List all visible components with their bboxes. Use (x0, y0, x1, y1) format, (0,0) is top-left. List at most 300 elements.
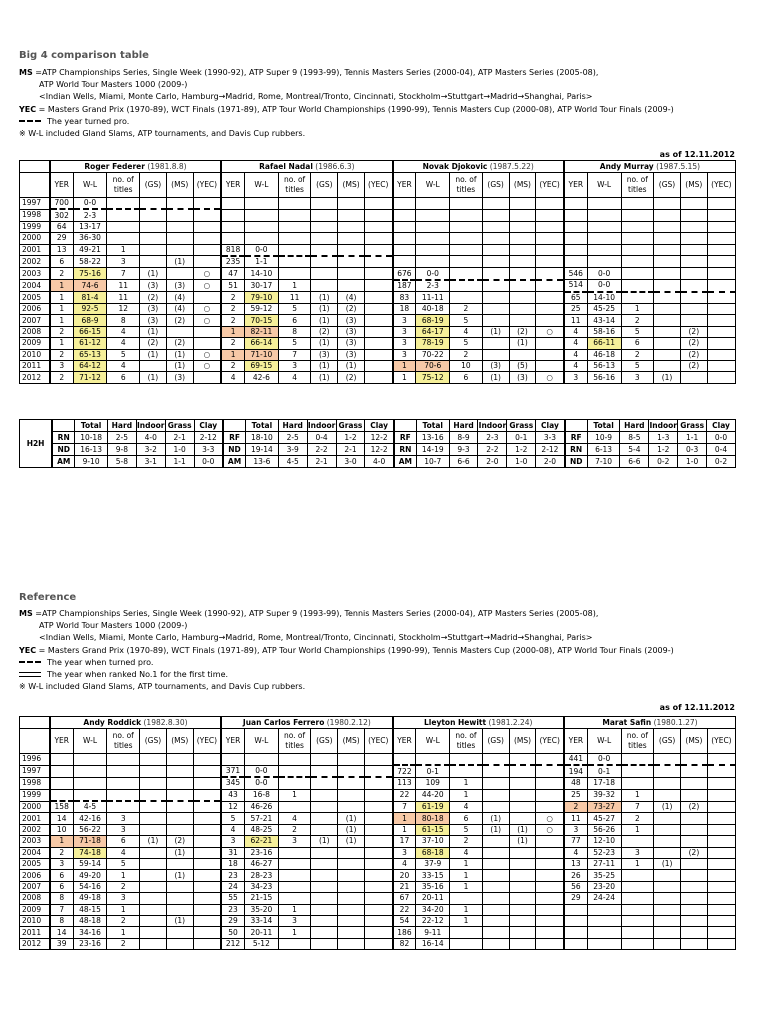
ms-cell (681, 765, 708, 777)
reference-table (19, 716, 736, 950)
player-name: Rafael Nadal (259, 161, 313, 171)
gs-cell (311, 754, 338, 766)
gs-cell: (1) (482, 326, 509, 337)
rank-cell: 1 (221, 349, 244, 360)
ms-cell (338, 221, 365, 232)
titles-cell (450, 209, 483, 221)
h2h-opponent: AM (223, 456, 246, 468)
rank-cell: 25 (564, 789, 587, 801)
ms-header: (MS) (166, 729, 193, 754)
yec-cell (365, 836, 393, 847)
titles-header: no. of titles (107, 729, 140, 754)
wl-header: W-L (416, 729, 450, 754)
gs-cell (654, 198, 681, 210)
titles-cell (278, 765, 311, 777)
wl-header: W-L (244, 173, 278, 198)
wl-cell: 70-6 (416, 360, 450, 371)
dashed-line-icon (19, 120, 41, 122)
yec-header: (YEC) (707, 729, 735, 754)
gs-cell (654, 938, 681, 949)
ms-cell: (2) (680, 360, 707, 371)
gs-cell: (2) (311, 326, 338, 337)
h2h-value: 1-0 (165, 444, 194, 456)
wl-cell: 71-12 (73, 372, 107, 383)
titles-cell (621, 938, 654, 949)
gs-header: (GS) (140, 729, 167, 754)
rank-cell: 13 (564, 859, 587, 870)
wl-cell: 69-15 (244, 360, 278, 371)
ms-header: (MS) (338, 173, 365, 198)
big4-title: Big 4 comparison table (19, 50, 149, 61)
year-cell: 1999 (20, 789, 50, 801)
gs-cell (482, 893, 509, 904)
gs-cell (311, 198, 338, 210)
titles-cell: 4 (450, 801, 483, 813)
yec-cell (707, 870, 735, 881)
gs-cell (140, 360, 167, 371)
ms-cell (166, 209, 193, 221)
yec-cell (536, 915, 564, 926)
ms-text: =ATP Championships Series, Single Week (1990-92), ATP Super 9 (1993-99), Tennis Masters Series (2000-04), ATP Masters Series (2005-08), (32, 68, 599, 77)
titles-cell (278, 847, 311, 858)
wl-cell: 71-10 (244, 349, 278, 360)
yer-header: YER (50, 729, 73, 754)
wl-cell: 92-5 (73, 304, 107, 315)
titles-cell (278, 893, 311, 904)
ms-cell (509, 893, 536, 904)
yec-cell (707, 349, 735, 360)
titles-cell: 6 (107, 372, 140, 383)
wl-cell (416, 256, 450, 268)
yec-cell (536, 847, 564, 858)
rank-cell: 43 (221, 789, 244, 801)
titles-cell: 2 (450, 349, 483, 360)
wl-cell: 34-16 (73, 927, 107, 938)
wl-cell: 27-11 (587, 859, 621, 870)
wl-header: W-L (587, 729, 621, 754)
rank-cell: 1 (393, 360, 416, 371)
wl-cell: 82-11 (244, 326, 278, 337)
gs-cell (140, 221, 167, 232)
ms-cell (338, 198, 365, 210)
wl-cell: 46-26 (244, 801, 278, 813)
gs-cell (654, 904, 681, 915)
ms-cell: (2) (681, 847, 708, 858)
wl-cell: 59-14 (73, 859, 107, 870)
wl-cell: 1-1 (244, 256, 278, 268)
rank-cell: 2 (50, 372, 73, 383)
gs-cell (311, 280, 338, 292)
rank-cell: 4 (564, 360, 587, 371)
h2h-value: 16-13 (75, 444, 108, 456)
wl-cell: 24-24 (587, 893, 621, 904)
titles-cell: 6 (621, 338, 654, 349)
titles-cell (621, 292, 654, 304)
wl-cell: 68-19 (416, 315, 450, 326)
h2h-value: 3-0 (336, 456, 365, 468)
titles-cell: 4 (107, 338, 140, 349)
wl-cell: 14-10 (244, 268, 278, 280)
ms-cell (166, 789, 193, 801)
titles-cell: 2 (621, 315, 654, 326)
yec-cell (707, 777, 735, 789)
wl-cell: 45-25 (587, 304, 621, 315)
h2h-value: 0-0 (707, 432, 736, 444)
rank-cell: 82 (393, 938, 416, 949)
player-dob: (1980.2.12) (324, 717, 371, 727)
yec-cell (365, 221, 393, 232)
ms-key: MS (19, 68, 33, 77)
year-cell: 1998 (20, 777, 50, 789)
ms-cell (166, 881, 193, 892)
titles-cell: 4 (107, 326, 140, 337)
gs-cell (482, 789, 509, 801)
gs-cell (482, 292, 509, 304)
year-cell: 2006 (20, 304, 50, 315)
gs-cell (311, 824, 338, 835)
wl-cell: 17-18 (587, 777, 621, 789)
ms-cell: (3) (166, 280, 193, 292)
titles-cell: 1 (107, 904, 140, 915)
yec-cell (707, 813, 735, 824)
titles-cell (278, 870, 311, 881)
player-dob: (1981.2.24) (486, 717, 533, 727)
table-row (20, 360, 736, 371)
wl-header: W-L (244, 729, 278, 754)
wl-cell: 61-12 (73, 338, 107, 349)
wl-cell: 66-15 (73, 326, 107, 337)
wl-cell: 34-23 (244, 881, 278, 892)
ms-cell (681, 813, 708, 824)
ms-cell: (1) (166, 360, 193, 371)
h2h-opponent: RF (565, 432, 588, 444)
table-row (20, 326, 736, 337)
wl-cell: 68-18 (416, 847, 450, 858)
titles-header: no. of titles (278, 729, 311, 754)
rank-cell: 2 (50, 349, 73, 360)
wl-cell: 21-15 (244, 893, 278, 904)
wl-cell: 16-14 (416, 938, 450, 949)
yec-cell (536, 904, 564, 915)
rank-cell: 77 (564, 836, 587, 847)
ms-cell (509, 198, 536, 210)
titles-cell: 5 (621, 360, 654, 371)
titles-cell: 1 (278, 789, 311, 801)
wl-cell: 44-20 (416, 789, 450, 801)
h2h-value: 13-6 (246, 456, 279, 468)
yec-cell (193, 893, 221, 904)
yer-header: YER (221, 173, 244, 198)
yec-cell (536, 360, 564, 371)
yec-cell (365, 927, 393, 938)
wl-cell (587, 927, 621, 938)
yec-cell (193, 859, 221, 870)
h2h-value: 3-9 (278, 444, 307, 456)
yec-cell (365, 326, 393, 337)
rank-cell: 1 (50, 304, 73, 315)
h2h-surface-header: Indoor (649, 420, 677, 430)
wl-note: ※ W-L included Gland Slams, ATP tournaments, and Davis Cup rubbers. (19, 682, 306, 692)
yec-cell (707, 859, 735, 870)
table-row (20, 256, 736, 268)
gs-cell: (1) (140, 326, 167, 337)
yec-cell: ○ (193, 349, 221, 360)
yec-cell (365, 915, 393, 926)
gs-cell (654, 777, 681, 789)
titles-cell (107, 754, 140, 766)
titles-cell (621, 927, 654, 938)
titles-cell: 3 (107, 893, 140, 904)
rank-cell: 29 (221, 915, 244, 926)
rank-cell: 55 (221, 893, 244, 904)
yec-cell (193, 881, 221, 892)
year-header-cell (20, 729, 50, 754)
rank-cell: 21 (393, 881, 416, 892)
wl-cell: 59-12 (244, 304, 278, 315)
h2h-value: 2-1 (307, 456, 336, 468)
wl-cell: 49-18 (73, 893, 107, 904)
yec-cell (536, 938, 564, 949)
ms-cell (338, 765, 365, 777)
yec-header: (YEC) (193, 729, 221, 754)
titles-cell: 4 (450, 326, 483, 337)
ms-cell (509, 904, 536, 915)
wl-cell: 11-11 (416, 292, 450, 304)
titles-cell: 2 (107, 915, 140, 926)
rank-cell: 7 (50, 904, 73, 915)
table-row (20, 801, 736, 813)
reference-as-of: as of 12.11.2012 (659, 703, 735, 712)
gs-cell: (1) (140, 349, 167, 360)
yec-cell (365, 813, 393, 824)
h2h-value: 3-3 (536, 432, 565, 444)
yec-cell (193, 372, 221, 383)
gs-cell (140, 801, 167, 813)
gs-cell (482, 777, 509, 789)
gs-cell: (2) (140, 338, 167, 349)
h2h-value: 3-2 (136, 444, 165, 456)
h2h-value: 4-5 (278, 456, 307, 468)
rank-cell (393, 221, 416, 232)
h2h-value: 2-3 (478, 432, 507, 444)
rank-cell: 2 (564, 801, 587, 813)
ms-cell: (3) (509, 372, 536, 383)
rank-cell: 50 (221, 927, 244, 938)
titles-cell (278, 233, 311, 244)
yec-header: (YEC) (707, 173, 735, 198)
ms-cell: (1) (338, 360, 365, 371)
reference-title: Reference (19, 592, 77, 603)
h2h-value: 6-13 (587, 444, 620, 456)
yec-cell (707, 915, 735, 926)
h2h-value: 9-8 (107, 444, 136, 456)
gs-cell (140, 754, 167, 766)
h2h-value: 2-2 (478, 444, 507, 456)
yec-cell (365, 938, 393, 949)
table-row (20, 915, 736, 926)
gs-cell: (1) (311, 292, 338, 304)
rank-cell: 18 (393, 304, 416, 315)
player-name: Juan Carlos Ferrero (242, 717, 325, 727)
rank-cell: 3 (393, 349, 416, 360)
ms-cell: (2) (166, 836, 193, 847)
wl-cell: 48-15 (73, 904, 107, 915)
year-cell: 2008 (20, 893, 50, 904)
year-cell: 2010 (20, 915, 50, 926)
h2h-row (20, 444, 736, 456)
rank-cell (564, 221, 587, 232)
wl-cell: 75-16 (73, 268, 107, 280)
gs-cell (654, 338, 681, 349)
yec-cell (707, 315, 735, 326)
wl-cell: 20-11 (416, 893, 450, 904)
h2h-value: 9-3 (449, 444, 478, 456)
titles-cell: 6 (450, 813, 483, 824)
titles-cell: 1 (278, 927, 311, 938)
h2h-value: 2-12 (194, 432, 223, 444)
titles-cell: 2 (278, 824, 311, 835)
yec-cell (193, 904, 221, 915)
ms-cell: (4) (166, 292, 193, 304)
ms-header: (MS) (338, 729, 365, 754)
h2h-opponent: ND (52, 444, 75, 456)
gs-cell (140, 777, 167, 789)
titles-cell: 1 (278, 904, 311, 915)
gs-cell: (1) (654, 372, 681, 383)
rank-cell: 1 (393, 372, 416, 383)
gs-cell (654, 292, 681, 304)
h2h-surface-header: Indoor (307, 420, 336, 430)
rank-cell: 2 (221, 304, 244, 315)
wl-cell: 35-20 (244, 904, 278, 915)
ms-cell (509, 233, 536, 244)
rank-cell: 6 (50, 881, 73, 892)
yec-cell (707, 292, 735, 304)
wl-header: W-L (73, 173, 107, 198)
wl-cell: 0-0 (244, 244, 278, 256)
yec-cell (707, 893, 735, 904)
ms-cell (166, 198, 193, 210)
yec-cell (365, 233, 393, 244)
h2h-value: 6-6 (620, 456, 649, 468)
titles-cell: 2 (450, 304, 483, 315)
gs-cell (311, 221, 338, 232)
ms-cell (338, 881, 365, 892)
gs-cell: (1) (311, 304, 338, 315)
year-cell: 1997 (20, 765, 50, 777)
year-cell: 2011 (20, 927, 50, 938)
wl-cell: 62-21 (244, 836, 278, 847)
table-row (20, 938, 736, 949)
h2h-value: 5-8 (107, 456, 136, 468)
yec-cell (707, 754, 735, 766)
h2h-value: 5-4 (620, 444, 649, 456)
titles-cell (107, 209, 140, 221)
ms-cell (509, 789, 536, 801)
reference-legend (19, 608, 674, 693)
yec-header: (YEC) (536, 729, 564, 754)
ms-cell (166, 233, 193, 244)
yec-cell (536, 754, 564, 766)
h2h-opponent-header (52, 420, 75, 432)
gs-cell (654, 244, 681, 256)
titles-cell: 6 (450, 372, 483, 383)
titles-cell (621, 209, 654, 221)
titles-cell (450, 280, 483, 292)
gs-cell (140, 870, 167, 881)
wl-cell: 0-0 (587, 268, 621, 280)
wl-cell: 79-10 (244, 292, 278, 304)
titles-cell: 1 (450, 789, 483, 801)
rank-cell: 22 (393, 904, 416, 915)
gs-cell (654, 789, 681, 801)
gs-cell (654, 280, 681, 292)
yec-cell (365, 209, 393, 221)
gs-cell (311, 938, 338, 949)
turned-pro-text: The year turned pro. (47, 116, 130, 126)
rank-cell: 2 (50, 268, 73, 280)
yec-cell (365, 847, 393, 858)
yec-cell (707, 256, 735, 268)
gs-cell (482, 836, 509, 847)
ms-header: (MS) (509, 729, 536, 754)
gs-cell (654, 233, 681, 244)
rank-cell (221, 198, 244, 210)
rank-cell (564, 233, 587, 244)
gs-cell: (1) (311, 360, 338, 371)
gs-cell: (3) (140, 304, 167, 315)
h2h-surface-header: Hard (449, 420, 478, 432)
ms-cell: (4) (338, 292, 365, 304)
gs-cell (482, 338, 509, 349)
gs-cell (140, 847, 167, 858)
titles-cell: 4 (107, 360, 140, 371)
wl-cell (587, 209, 621, 221)
ms-cell (166, 904, 193, 915)
yec-cell (707, 244, 735, 256)
titles-cell: 8 (107, 315, 140, 326)
gs-cell (311, 893, 338, 904)
wl-cell (587, 221, 621, 232)
yec-cell (536, 268, 564, 280)
h2h-header-row (20, 420, 736, 432)
ms-cell (509, 280, 536, 292)
h2h-value: 1-3 (649, 432, 678, 444)
rank-cell: 65 (564, 292, 587, 304)
h2h-value: 6-6 (449, 456, 478, 468)
yec-cell (365, 893, 393, 904)
gs-cell (311, 801, 338, 813)
titles-cell: 1 (278, 280, 311, 292)
ms-cell: (1) (509, 824, 536, 835)
wl-note: ※ W-L included Gland Slams, ATP tournaments, and Davis Cup rubbers. (19, 129, 306, 139)
titles-cell (621, 777, 654, 789)
wl-cell: 68-9 (73, 315, 107, 326)
h2h-opponent: ND (223, 444, 246, 456)
ms-cell (338, 754, 365, 766)
wl-cell: 0-0 (587, 754, 621, 766)
titles-cell (278, 938, 311, 949)
rank-cell: 4 (564, 326, 587, 337)
gs-cell: (3) (482, 360, 509, 371)
titles-cell (278, 221, 311, 232)
gs-cell (482, 280, 509, 292)
h2h-value: 10-18 (75, 432, 108, 444)
h2h-value: 2-5 (278, 432, 307, 444)
yer-header: YER (393, 173, 416, 198)
wl-cell: 66-14 (244, 338, 278, 349)
wl-cell (587, 938, 621, 949)
